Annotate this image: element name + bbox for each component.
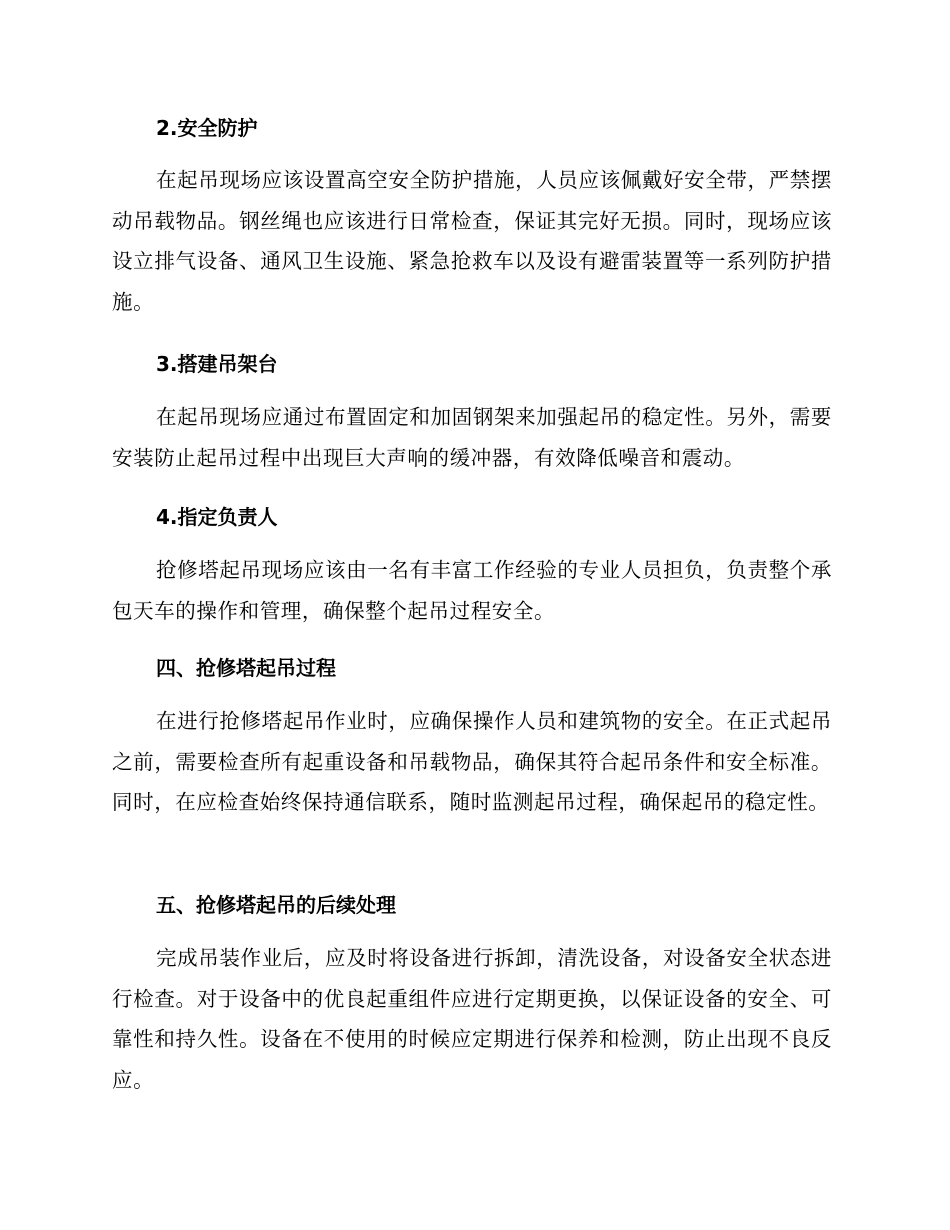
section-heading-lifting-process: 四、抢修塔起吊过程	[156, 656, 336, 680]
section-body-follow-up: 完成吊装作业后，应及时将设备进行拆卸，清洗设备，对设备安全状态进行检查。对于设备中的优良起重组件应进行定期更换，以保证设备的安全、可靠性和持久性。设备在不使用的时候应定期进行保养和检测，防止出现不良反应。	[112, 946, 832, 1092]
section-heading-responsible-person: 4.指定负责人	[156, 505, 278, 529]
section-body-crane-platform: 在起吊现场应通过布置固定和加固钢架来加强起吊的稳定性。另外，需要安装防止起吊过程中出现巨大声响的缓冲器，有效降低噪音和震动。	[112, 405, 832, 470]
section-heading-safety-protection: 2.安全防护	[156, 116, 258, 140]
section-heading-crane-platform: 3.搭建吊架台	[156, 352, 278, 376]
section-body-responsible-person: 抢修塔起吊现场应该由一名有丰富工作经验的专业人员担负，负责整个承包天车的操作和管理，确保整个起吊过程安全。	[112, 558, 832, 623]
section-heading-follow-up: 五、抢修塔起吊的后续处理	[156, 893, 396, 917]
section-body-lifting-process: 在进行抢修塔起吊作业时，应确保操作人员和建筑物的安全。在正式起吊之前，需要检查所有起重设备和吊载物品，确保其符合起吊条件和安全标准。同时，在应检查始终保持通信联系，随时监测起吊过程，确保起吊的稳定性。	[112, 709, 832, 814]
section-body-safety-protection: 在起吊现场应该设置高空安全防护措施，人员应该佩戴好安全带，严禁摆动吊载物品。钢丝绳也应该进行日常检查，保证其完好无损。同时，现场应该设立排气设备、通风卫生设施、紧急抢救车以及设有避雷装置等一系列防护措施。	[112, 168, 832, 314]
